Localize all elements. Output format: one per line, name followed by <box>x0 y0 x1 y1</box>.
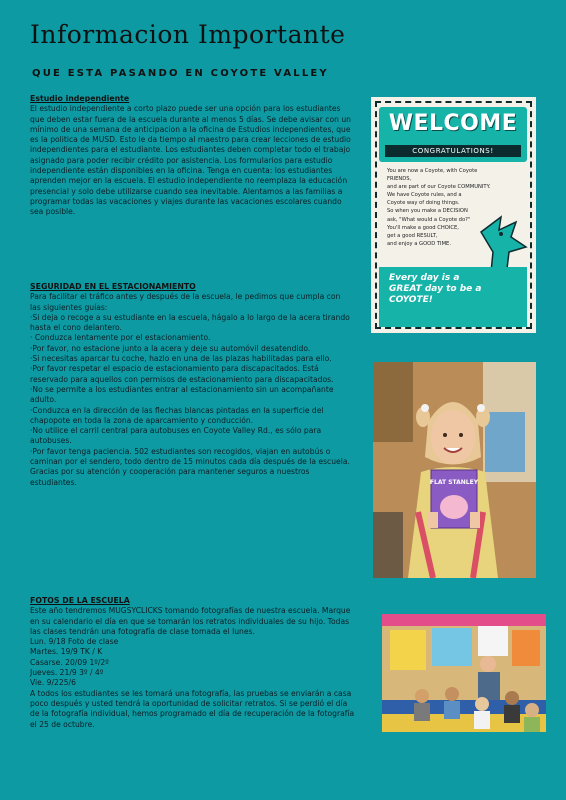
poster-line: ask, "What would a Coyote do?" <box>387 216 471 223</box>
schedule-item: Martes. 19/9 TK / K <box>30 647 103 657</box>
paragraph-line: Este año tendremos MUGSYCLICKS tomando fotografías de nuestra escuela. Marque en su calendario el día en que se tomarán los retratos individuales de su hijo. Todas las clases tendrán una fotografía de clase tomada el lunes. <box>30 606 351 636</box>
guideline-item: ·Por favor, no estacione junto a la acera y deje su automóvil desatendido. <box>30 343 311 353</box>
guideline-item: · Conduzca lentamente por el estacionamiento. <box>30 333 211 343</box>
poster-line: and enjoy a GOOD TIME. <box>387 240 451 247</box>
poster-line: We have Coyote rules, and a <box>387 192 462 199</box>
guideline-item: ·Si necesitas aparcar tu coche, hazlo en una de las plazas habilitadas para ello. <box>30 354 332 364</box>
poster-line: You'll make a good CHOICE, <box>387 224 459 231</box>
paragraph-line: Gracias por su atención y cooperación para mantener seguros a nuestros estudiantes. <box>30 467 310 487</box>
classroom-illustration <box>382 614 546 732</box>
paragraph-line: A todos los estudiantes se les tomará una fotografía, las pruebas se enviarán a casa poco después y usted tendrá la oportunidad de solicitar retratos. Si se perdió el día de la fotografía individual, hemos programado el día de recuperación de la fotografía el 25 de octubre. <box>30 688 355 729</box>
schedule-item: Vie. 9/225/6 <box>30 678 76 688</box>
section-estudio-independiente <box>30 94 356 218</box>
page-title: Informacion Importante <box>30 20 346 49</box>
poster-line: Coyote way of doing things. <box>387 200 460 207</box>
poster-line: and are part of our Coyote COMMUNITY. <box>387 184 491 191</box>
poster-footer <box>379 267 527 327</box>
classroom-photo <box>382 614 546 732</box>
guideline-item: ·Conduzca en la dirección de las flechas blancas pintadas en la superficie del chapopote en toda la zona de aparcamiento y conducción. <box>30 405 324 425</box>
page-subtitle: QUE ESTA PASANDO EN COYOTE VALLEY <box>32 68 329 79</box>
section-heading: Estudio independiente <box>30 94 130 103</box>
schedule-item: Jueves. 21/9 3º / 4º <box>30 668 104 678</box>
section-seguridad-estacionamiento <box>30 282 350 488</box>
poster-congrats-text: CONGRATULATIONS! <box>385 145 521 157</box>
poster-line: get a good RESULT, <box>387 232 438 239</box>
section-heading: FOTOS DE LA ESCUELA <box>30 596 130 605</box>
poster-welcome-text: WELCOME <box>388 111 518 136</box>
student-photo-illustration <box>373 362 536 578</box>
guideline-item: ·No utilice el carril central para autobuses en Coyote Valley Rd., es sólo para autobuses. <box>30 426 322 446</box>
poster-line: You are now a Coyote, with Coyote FRIENDS, <box>387 168 478 183</box>
guideline-item: ·Por favor tenga paciencia. 502 estudiantes son recogidos, viajan en autobús o caminan por el sendero, todo dentro de 15 minutos cada día después de la escuela. <box>30 446 350 467</box>
schedule-item: Lun. 9/18 Foto de clase <box>30 637 119 647</box>
schedule-item: Casarse. 20/09 1º/2º <box>30 657 109 667</box>
guideline-item: ·No se permite a los estudiantes entrar al estacionamiento sin un acompañante adulto. <box>30 384 334 405</box>
section-heading: SEGURIDAD EN EL ESTACIONAMIENTO <box>30 282 196 291</box>
welcome-poster-photo <box>371 97 536 333</box>
student-with-book-photo <box>373 362 536 578</box>
book-title: FLAT STANLEY <box>429 479 479 486</box>
paragraph-line: Para facilitar el tráfico antes y después de la escuela, le pedimos que cumpla con las siguientes guías: <box>30 292 341 312</box>
poster-footer-text: Every day is a GREAT day to be a COYOTE! <box>389 273 482 305</box>
section-fotos-escuela <box>30 596 356 730</box>
section-body: El estudio independiente a corto plazo puede ser una opción para los estudiantes que deben estar fuera de la escuela durante al menos 5 días. Se debe avisar con un mínimo de una semana de anticipacion a la oficina de Estudios independientes, que es la politica de MUSD. Esto le da tiempo al maestro para crear lecciones de estudio independientes para el estudiante. Los estudiantes deben completar todo el trabajo asignado para poder recibir crédito por asistencia. Los formularios para estudio independiente están disponibles en la oficina. Tenga en cuenta: los estudiantes aprenden mejor en la escuela. El estudio independiente no reemplaza la educación presencial y solo debe utilizarse cuando sea inevitable. Alentamos a las familias a programar todas las vacaciones y viajes durante las vacaciones escolares cuando sea posible. <box>30 104 351 217</box>
poster-line: So when you make a DECISION <box>387 208 468 215</box>
poster-header <box>379 107 527 162</box>
guideline-item: ·Por favor respetar el espacio de estacionamiento para discapacitados. Está reservado para aquellos con permisos de estacionamiento para discapacitados. <box>30 364 334 384</box>
guideline-item: ·Si deja o recoge a su estudiante en la escuela, hágalo a lo largo de la acera tirando hasta el cono delantero. <box>30 312 350 333</box>
